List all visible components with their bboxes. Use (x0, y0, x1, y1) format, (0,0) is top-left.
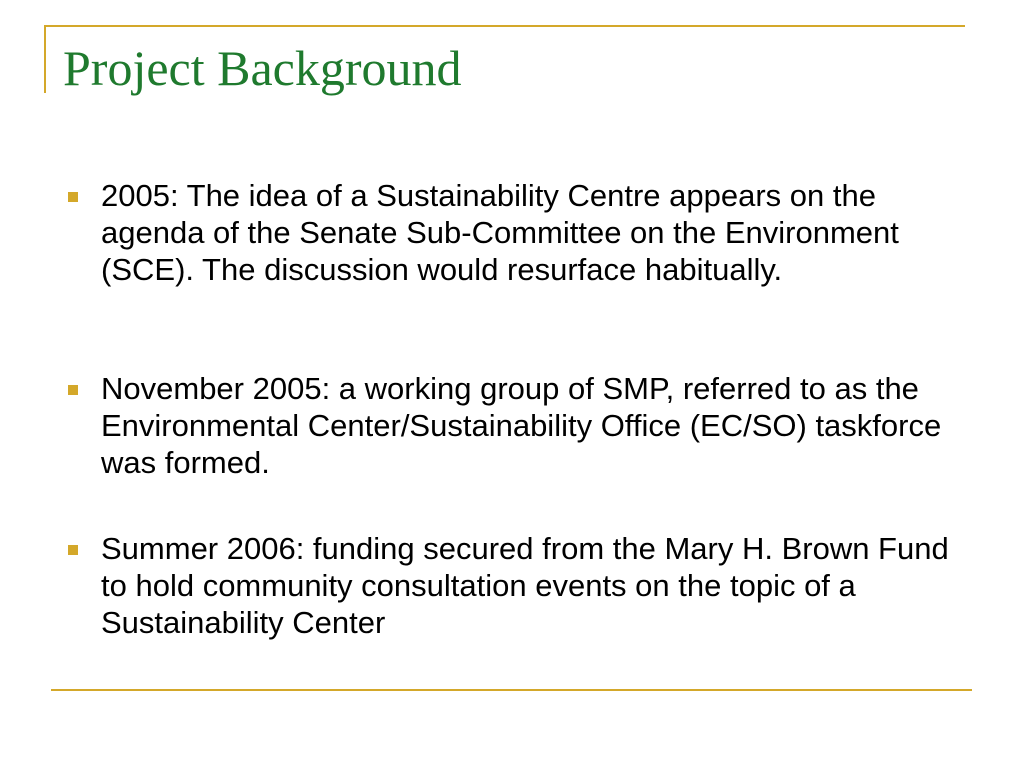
slide-title: Project Background (63, 40, 462, 96)
square-bullet-icon (68, 192, 78, 202)
bullet-text: November 2005: a working group of SMP, referred to as the Environmental Center/Sustainability Office (EC/SO) taskforce was formed. (101, 371, 942, 480)
bullet-text: Summer 2006: funding secured from the Mary H. Brown Fund to hold community consultation events on the topic of a Sustainability Center (101, 531, 949, 640)
left-divider (44, 25, 46, 93)
top-divider (44, 25, 965, 27)
square-bullet-icon (68, 545, 78, 555)
bottom-divider (51, 689, 972, 691)
bullet-text: 2005: The idea of a Sustainability Centre appears on the agenda of the Senate Sub-Committee on the Environment (SCE). The discussion would resurface habitually. (101, 178, 899, 287)
square-bullet-icon (68, 385, 78, 395)
